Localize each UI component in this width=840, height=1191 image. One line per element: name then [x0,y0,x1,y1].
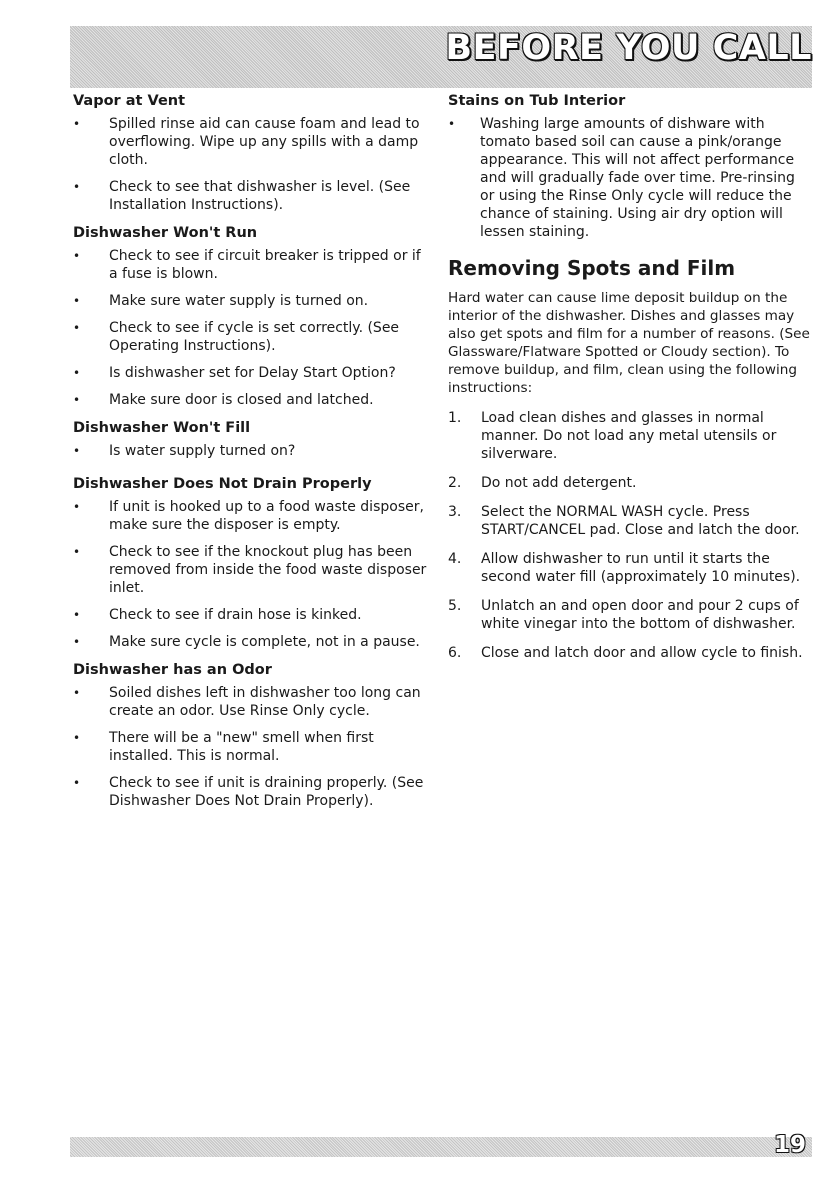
page-title: BEFORE YOU CALL [445,28,812,68]
section-heading: Vapor at Vent [73,93,186,109]
section-title-removing-spots: Removing Spots and Film [448,256,736,280]
bullet-item: • Check to see if unit is draining properly. (See Dishwasher Does Not Drain Properly). [73,774,433,810]
step-item [448,644,812,662]
step-item [448,550,812,586]
step-number: 3. [448,504,462,520]
bullet-item: • Make sure cycle is complete, not in a pause. [73,633,433,651]
section-heading: Stains on Tub Interior [448,93,626,109]
bullet-item: • Check to see if the knockout plug has been removed from inside the food waste disposer inlet. [73,543,433,597]
step-number: 2. [448,475,462,491]
step-text: Do not add detergent. [481,475,637,491]
bullet-item: • Check to see that dishwasher is level. (See Installation Instructions). [73,178,433,214]
step-text: Unlatch an and open door and pour 2 cups of white vinegar into the bottom of dishwasher. [481,598,799,632]
step-item [448,474,812,492]
section-wont-fill [73,418,433,460]
step-text: Load clean dishes and glasses in normal manner. Do not load any metal utensils or silverware. [481,410,777,462]
page-number: 19 [773,1132,806,1158]
step-item [448,409,812,463]
section-does-not-drain [73,474,433,651]
bullet-item: • Make sure water supply is turned on. [73,292,433,310]
bullet-item: • Make sure door is closed and latched. [73,391,433,409]
intro-paragraph: Hard water can cause lime deposit buildup on the interior of the dishwasher. Dishes and glasses may also get spots and film for a number of reasons. (See Glassware/Flatware Spotted or Cloudy section). To remove buildup, and film, clean using the following instructions: [448,290,810,396]
bullet-item: • Spilled rinse aid can cause foam and lead to overflowing. Wipe up any spills with a damp cloth. [73,115,433,169]
bullet-item: • Washing large amounts of dishware with tomato based soil can cause a pink/orange appearance. This will not affect performance and will gradually fade over time. Pre-rinsing or using the Rinse Only cycle will reduce the chance of staining. Using air dry option will lessen staining. [448,115,812,241]
step-item [448,597,812,633]
footer-bar [70,1132,812,1158]
section-heading: Dishwasher Won't Fill [73,420,251,436]
section-vapor-at-vent [73,91,433,214]
section-wont-run [73,223,433,409]
header-banner [70,26,812,88]
step-item [448,503,812,539]
bullet-item: • Is dishwasher set for Delay Start Option? [73,364,433,382]
instruction-steps [448,409,812,662]
bullet-item: • Check to see if drain hose is kinked. [73,606,433,624]
right-column [448,91,812,673]
section-heading: Dishwasher Does Not Drain Properly [73,476,372,492]
step-number: 1. [448,410,462,426]
bullet-item: • Check to see if cycle is set correctly. (See Operating Instructions). [73,319,433,355]
section-stains [448,91,812,241]
step-text: Close and latch door and allow cycle to finish. [481,645,803,661]
bullet-item: • Check to see if circuit breaker is tripped or if a fuse is blown. [73,247,433,283]
bullet-item: • Soiled dishes left in dishwasher too long can create an odor. Use Rinse Only cycle. [73,684,433,720]
section-odor [73,660,433,810]
step-number: 6. [448,645,462,661]
step-number: 5. [448,598,462,614]
step-text: Select the NORMAL WASH cycle. Press START/CANCEL pad. Close and latch the door. [481,504,800,538]
section-heading: Dishwasher Won't Run [73,225,258,241]
bullet-item: • There will be a "new" smell when first installed. This is normal. [73,729,433,765]
bullet-item: • Is water supply turned on? [73,442,433,460]
step-number: 4. [448,551,462,567]
step-text: Allow dishwasher to run until it starts the second water fill (approximately 10 minutes). [481,551,801,585]
bullet-item: • If unit is hooked up to a food waste disposer, make sure the disposer is empty. [73,498,433,534]
section-heading: Dishwasher has an Odor [73,662,272,678]
left-column [73,91,433,819]
